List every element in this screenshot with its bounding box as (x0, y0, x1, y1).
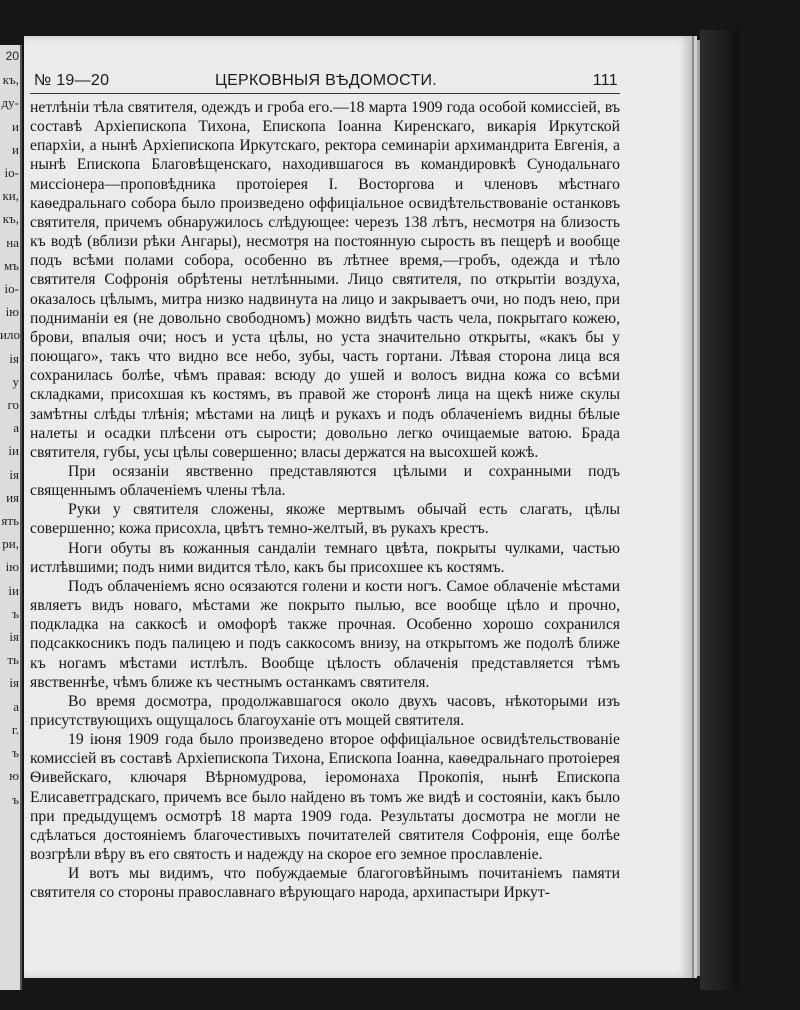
prev-page-fragment: ия (6, 489, 19, 505)
prev-page-fragment: а (13, 698, 19, 714)
paragraph-8: И вотъ мы видимъ, что побуждаемые благоговѣйнымъ почитаніемъ памяти святителя со стороны православнаго вѣрующаго народа, архипастыри Иркут- (30, 865, 620, 902)
book-cover-edge (700, 30, 740, 990)
prev-page-fragment: ъ (12, 605, 19, 621)
prev-page-fragment: ія (9, 675, 19, 691)
prev-page-fragment: іи (8, 582, 19, 598)
paragraph-5: Подъ облаченіемъ ясно осязаются голени и кости ногъ. Самое облаченіе мѣстами являетъ видъ новаго, мѣстами же покрыто пылью, все вообще цѣло и прочно, подкладка на саккосѣ и омофорѣ также прочная. Особенно хорошо сохранился подсаккосникъ подъ палицею и подъ саккосомъ внизу, на открытомъ же подолѣ ближе къ ногамъ мѣстами истлѣлъ. Вообще цѣлость облаченія представляется тѣмъ явственнѣе, чѣмъ ближе къ честнымъ останкамъ святителя. (30, 577, 620, 691)
prev-page-fragment: на (6, 234, 19, 250)
article-body (30, 98, 620, 903)
page-number: 111 (592, 72, 618, 89)
prev-page-fragment: ю (9, 768, 19, 784)
prev-page-fragment: ію (5, 304, 19, 320)
prev-page-fragment: къ, (2, 211, 19, 227)
prev-page-fragment: ки, (2, 188, 19, 204)
prev-page-fragment: іо- (4, 281, 19, 297)
issue-number: № 19—20 (34, 72, 110, 89)
prev-page-fragment: и (12, 141, 19, 157)
paragraph-2: При осязаніи явственно представляются цѣлыми и сохранными подъ священнымъ облаченіемъ члены тѣла. (30, 462, 620, 500)
previous-page-fragment (0, 45, 22, 990)
prev-page-fragment: ду- (1, 95, 19, 111)
paragraph-6: Во время досмотра, продолжавшагося около двухъ часовъ, нѣкоторыми изъ присутствующихъ ощущалось благоуханіе отъ мощей святителя. (30, 692, 620, 729)
running-header (34, 72, 618, 94)
prev-page-fragment: ія (9, 350, 19, 366)
prev-page-fragment: іи (8, 443, 19, 459)
paragraph-1: нетлѣніи тѣла святителя, одеждъ и гроба его.—18 марта 1909 года особой комиссіей, въ составѣ Архіепископа Тихона, Епископа Іоанна Киренскаго, викарія Иркутской епархіи, а нынѣ Архіепископа Иркутскаго, ректора семинаріи архимандрита Евгенія, а нынѣ Епископа Благовѣщенскаго, находившагося въ командировкѣ Сунодальнаго миссіонера—проповѣдника протоіерея І. Восторгова и членовъ мѣстнаго каѳедральнаго собора было произведено оффиціальное освидѣтельствованіе останковъ святителя, причемъ обнаружилось слѣдующее: черезъ 138 лѣтъ, несмотря на близость къ водѣ (вблизи рѣки Ангары), несмотря на постоянную сырость въ пещерѣ и вообще подъ всѣми полами собора, особенно въ лѣтнее время,—гробъ, одежда и тѣло святителя Софронія обрѣтены нетлѣнными. Лицо святителя, по открытіи воздуха, оказалось цѣлымъ, митра низко надвинута на лицо и закрываетъ очи, но подъ нею, при подниманіи ея (не довольно свободномъ) можно видѣть часть чела, покрытаго кожею, брови, впалыя очи; носъ и уста цѣлы, но уста значительно открыты, «какъ бы у поющаго», такъ что видно все небо, зубы, часть гортани. Лѣвая сторона лица вся сохранилась болѣе, чѣмъ правая: всюду до ушей и волосъ видна кожа со всѣми складками, присохшая къ костямъ, въ правой же сторонѣ лица на щекѣ ниже скулы замѣтны слѣды тлѣнія; мѣстами на лицѣ и рукахъ и подъ облаченіемъ видны бѣлые налеты и осадки плѣсени отъ сырости; довольно легко очищаемые ватою. Брада святителя, губы, усы цѣлы совершенно; власы держатся на высохшей кожѣ. (30, 99, 620, 461)
journal-title: ЦЕРКОВНЫЯ ВѢДОМОСТИ. (214, 72, 438, 89)
prev-page-fragment: къ, (2, 72, 19, 88)
prev-page-fragment: ило (0, 327, 20, 343)
prev-page-fragment: ія (9, 629, 19, 645)
prev-page-fragment: ри, (2, 536, 19, 552)
prev-page-fragment: и (12, 118, 19, 134)
prev-page-fragment: а (13, 420, 19, 436)
prev-page-fragment: мъ (4, 257, 19, 273)
prev-page-fragment: ть (7, 652, 19, 668)
paragraph-3: Руки у святителя сложены, якоже мертвымъ обычай есть слагать, цѣлы совершенно; кожа присохла, цвѣтъ темно-желтый, въ рукахъ крестъ. (30, 501, 620, 538)
prev-page-fragment: го (7, 397, 19, 413)
prev-page-fragment: ъ (12, 791, 19, 807)
prev-page-fragment: ъ (12, 745, 19, 761)
prev-page-fragment: іо- (4, 165, 19, 181)
prev-page-fragment: ія (9, 466, 19, 482)
prev-page-fragment: ять (1, 513, 19, 529)
paragraph-4: Ноги обуты въ кожанныя сандаліи темнаго цвѣта, покрыты чулками, частью истлѣвшими; подъ ними видится тѣло, какъ бы присохшее къ костямъ. (30, 539, 620, 576)
prev-page-fragment: у (12, 373, 19, 389)
paragraph-7: 19 іюня 1909 года было произведено второе оффиціальное освидѣтельствованіе комиссіей въ составѣ Архіепископа Тихона, Епископа Іоанна, каѳедральнаго протоіерея Ѳивейскаго, ключаря Вѣрномудрова, іеромонаха Прокопія, нынѣ Епископа Елисаветградскаго, причемъ все было найдено въ томъ же видѣ и состояніи, какъ было при предыдущемъ осмотрѣ 18 марта 1909 года. Результаты досмотра не могли не сдѣлаться достояніемъ благочестивыхъ почитателей святителя Софронія, еще болѣе возгрѣли вѣру въ его святость и надежду на скорое его земное прославленіе. (30, 731, 620, 864)
prev-page-fragment: ію (5, 559, 19, 575)
header-rule (30, 93, 620, 94)
prev-page-fragment: г. (11, 721, 19, 737)
prev-page-fragment: 20 (5, 49, 19, 63)
